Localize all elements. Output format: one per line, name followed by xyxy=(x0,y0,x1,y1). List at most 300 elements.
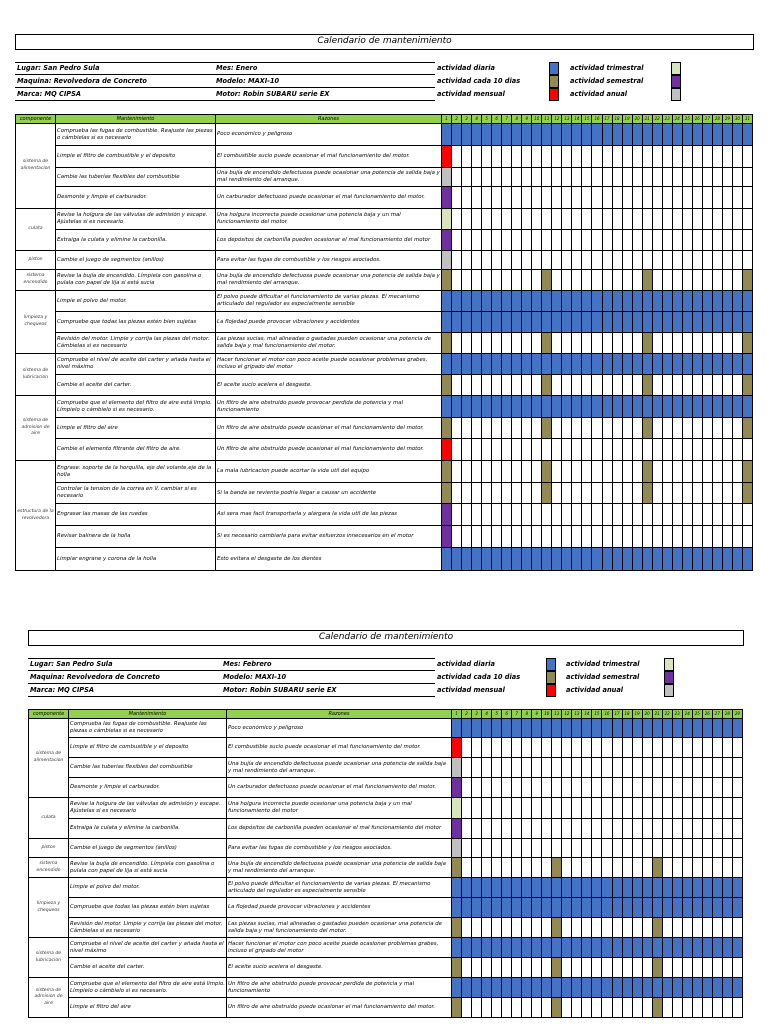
day-cell[interactable] xyxy=(462,548,472,571)
day-cell[interactable] xyxy=(452,798,462,819)
day-cell[interactable] xyxy=(622,504,632,526)
day-cell[interactable] xyxy=(632,354,642,375)
day-cell[interactable] xyxy=(652,778,662,798)
day-cell[interactable] xyxy=(592,978,602,998)
day-cell[interactable] xyxy=(582,839,592,858)
day-cell[interactable] xyxy=(602,270,612,291)
day-cell[interactable] xyxy=(542,375,552,396)
day-cell[interactable] xyxy=(592,548,602,571)
day-cell[interactable] xyxy=(742,312,752,333)
day-cell[interactable] xyxy=(462,998,472,1018)
day-cell[interactable] xyxy=(642,719,652,738)
day-cell[interactable] xyxy=(632,758,642,778)
day-cell[interactable] xyxy=(522,439,532,461)
day-cell[interactable] xyxy=(552,738,562,758)
day-cell[interactable] xyxy=(612,858,622,878)
day-cell[interactable] xyxy=(552,719,562,738)
day-cell[interactable] xyxy=(582,187,592,209)
day-cell[interactable] xyxy=(702,168,712,187)
day-cell[interactable] xyxy=(702,230,712,251)
day-cell[interactable] xyxy=(612,291,622,312)
day-cell[interactable] xyxy=(742,270,752,291)
day-cell[interactable] xyxy=(512,998,522,1018)
day-cell[interactable] xyxy=(712,858,722,878)
day-cell[interactable] xyxy=(682,938,692,958)
day-cell[interactable] xyxy=(702,396,712,418)
day-cell[interactable] xyxy=(562,526,572,548)
day-cell[interactable] xyxy=(662,938,672,958)
day-cell[interactable] xyxy=(742,548,752,571)
day-cell[interactable] xyxy=(522,168,532,187)
day-cell[interactable] xyxy=(652,209,662,230)
day-cell[interactable] xyxy=(532,396,542,418)
day-cell[interactable] xyxy=(452,938,462,958)
day-cell[interactable] xyxy=(462,168,472,187)
day-cell[interactable] xyxy=(732,146,742,168)
day-cell[interactable] xyxy=(582,504,592,526)
day-cell[interactable] xyxy=(602,526,612,548)
day-cell[interactable] xyxy=(602,819,612,839)
day-cell[interactable] xyxy=(692,146,702,168)
day-cell[interactable] xyxy=(642,798,652,819)
day-cell[interactable] xyxy=(692,124,702,146)
day-cell[interactable] xyxy=(662,209,672,230)
day-cell[interactable] xyxy=(542,209,552,230)
day-cell[interactable] xyxy=(492,461,502,483)
day-cell[interactable] xyxy=(622,938,632,958)
day-cell[interactable] xyxy=(572,187,582,209)
day-cell[interactable] xyxy=(472,738,482,758)
day-cell[interactable] xyxy=(742,396,752,418)
day-cell[interactable] xyxy=(532,548,542,571)
day-cell[interactable] xyxy=(462,209,472,230)
day-cell[interactable] xyxy=(442,526,452,548)
day-cell[interactable] xyxy=(522,526,532,548)
day-cell[interactable] xyxy=(692,526,702,548)
day-cell[interactable] xyxy=(472,858,482,878)
day-cell[interactable] xyxy=(632,819,642,839)
day-cell[interactable] xyxy=(592,483,602,504)
day-cell[interactable] xyxy=(622,798,632,819)
day-cell[interactable] xyxy=(472,396,482,418)
day-cell[interactable] xyxy=(442,548,452,571)
day-cell[interactable] xyxy=(542,270,552,291)
day-cell[interactable] xyxy=(592,918,602,938)
day-cell[interactable] xyxy=(492,187,502,209)
day-cell[interactable] xyxy=(542,878,552,898)
day-cell[interactable] xyxy=(542,504,552,526)
day-cell[interactable] xyxy=(512,230,522,251)
day-cell[interactable] xyxy=(642,270,652,291)
day-cell[interactable] xyxy=(692,230,702,251)
day-cell[interactable] xyxy=(692,839,702,858)
day-cell[interactable] xyxy=(732,938,742,958)
day-cell[interactable] xyxy=(692,270,702,291)
day-cell[interactable] xyxy=(592,938,602,958)
day-cell[interactable] xyxy=(492,758,502,778)
day-cell[interactable] xyxy=(732,839,742,858)
day-cell[interactable] xyxy=(682,187,692,209)
day-cell[interactable] xyxy=(742,291,752,312)
day-cell[interactable] xyxy=(542,798,552,819)
day-cell[interactable] xyxy=(562,396,572,418)
day-cell[interactable] xyxy=(582,439,592,461)
day-cell[interactable] xyxy=(532,291,542,312)
day-cell[interactable] xyxy=(542,461,552,483)
day-cell[interactable] xyxy=(612,958,622,978)
day-cell[interactable] xyxy=(492,270,502,291)
day-cell[interactable] xyxy=(542,998,552,1018)
day-cell[interactable] xyxy=(612,938,622,958)
day-cell[interactable] xyxy=(572,418,582,439)
day-cell[interactable] xyxy=(532,270,542,291)
day-cell[interactable] xyxy=(522,146,532,168)
day-cell[interactable] xyxy=(502,333,512,354)
day-cell[interactable] xyxy=(722,230,732,251)
day-cell[interactable] xyxy=(442,333,452,354)
day-cell[interactable] xyxy=(672,439,682,461)
day-cell[interactable] xyxy=(612,354,622,375)
day-cell[interactable] xyxy=(512,168,522,187)
day-cell[interactable] xyxy=(652,798,662,819)
day-cell[interactable] xyxy=(712,998,722,1018)
day-cell[interactable] xyxy=(572,719,582,738)
day-cell[interactable] xyxy=(722,418,732,439)
day-cell[interactable] xyxy=(492,354,502,375)
day-cell[interactable] xyxy=(622,168,632,187)
day-cell[interactable] xyxy=(682,230,692,251)
day-cell[interactable] xyxy=(652,839,662,858)
day-cell[interactable] xyxy=(712,738,722,758)
day-cell[interactable] xyxy=(462,758,472,778)
day-cell[interactable] xyxy=(462,312,472,333)
day-cell[interactable] xyxy=(652,958,662,978)
day-cell[interactable] xyxy=(592,124,602,146)
day-cell[interactable] xyxy=(562,719,572,738)
day-cell[interactable] xyxy=(562,978,572,998)
day-cell[interactable] xyxy=(572,958,582,978)
day-cell[interactable] xyxy=(462,270,472,291)
day-cell[interactable] xyxy=(512,375,522,396)
day-cell[interactable] xyxy=(602,918,612,938)
day-cell[interactable] xyxy=(582,738,592,758)
day-cell[interactable] xyxy=(652,291,662,312)
day-cell[interactable] xyxy=(662,758,672,778)
day-cell[interactable] xyxy=(602,978,612,998)
day-cell[interactable] xyxy=(502,270,512,291)
day-cell[interactable] xyxy=(742,168,752,187)
day-cell[interactable] xyxy=(452,898,462,918)
day-cell[interactable] xyxy=(682,898,692,918)
day-cell[interactable] xyxy=(622,187,632,209)
day-cell[interactable] xyxy=(642,396,652,418)
day-cell[interactable] xyxy=(612,798,622,819)
day-cell[interactable] xyxy=(592,778,602,798)
day-cell[interactable] xyxy=(682,396,692,418)
day-cell[interactable] xyxy=(572,504,582,526)
day-cell[interactable] xyxy=(592,878,602,898)
day-cell[interactable] xyxy=(722,375,732,396)
day-cell[interactable] xyxy=(642,187,652,209)
day-cell[interactable] xyxy=(732,124,742,146)
day-cell[interactable] xyxy=(522,548,532,571)
day-cell[interactable] xyxy=(622,375,632,396)
day-cell[interactable] xyxy=(572,375,582,396)
day-cell[interactable] xyxy=(742,209,752,230)
day-cell[interactable] xyxy=(542,719,552,738)
day-cell[interactable] xyxy=(692,998,702,1018)
day-cell[interactable] xyxy=(642,146,652,168)
day-cell[interactable] xyxy=(462,738,472,758)
day-cell[interactable] xyxy=(612,187,622,209)
day-cell[interactable] xyxy=(602,124,612,146)
day-cell[interactable] xyxy=(612,251,622,270)
day-cell[interactable] xyxy=(452,375,462,396)
day-cell[interactable] xyxy=(682,209,692,230)
day-cell[interactable] xyxy=(452,978,462,998)
day-cell[interactable] xyxy=(462,778,472,798)
day-cell[interactable] xyxy=(552,270,562,291)
day-cell[interactable] xyxy=(612,778,622,798)
day-cell[interactable] xyxy=(552,251,562,270)
day-cell[interactable] xyxy=(682,548,692,571)
day-cell[interactable] xyxy=(632,168,642,187)
day-cell[interactable] xyxy=(542,938,552,958)
day-cell[interactable] xyxy=(532,938,542,958)
day-cell[interactable] xyxy=(582,354,592,375)
day-cell[interactable] xyxy=(612,209,622,230)
day-cell[interactable] xyxy=(622,312,632,333)
day-cell[interactable] xyxy=(602,719,612,738)
day-cell[interactable] xyxy=(462,396,472,418)
day-cell[interactable] xyxy=(562,461,572,483)
day-cell[interactable] xyxy=(582,958,592,978)
day-cell[interactable] xyxy=(482,839,492,858)
day-cell[interactable] xyxy=(642,251,652,270)
day-cell[interactable] xyxy=(452,333,462,354)
day-cell[interactable] xyxy=(512,396,522,418)
day-cell[interactable] xyxy=(732,187,742,209)
day-cell[interactable] xyxy=(582,270,592,291)
day-cell[interactable] xyxy=(522,858,532,878)
day-cell[interactable] xyxy=(512,146,522,168)
day-cell[interactable] xyxy=(472,778,482,798)
day-cell[interactable] xyxy=(692,168,702,187)
day-cell[interactable] xyxy=(572,738,582,758)
day-cell[interactable] xyxy=(742,354,752,375)
day-cell[interactable] xyxy=(502,291,512,312)
day-cell[interactable] xyxy=(502,758,512,778)
day-cell[interactable] xyxy=(622,483,632,504)
day-cell[interactable] xyxy=(512,898,522,918)
day-cell[interactable] xyxy=(582,483,592,504)
day-cell[interactable] xyxy=(602,312,612,333)
day-cell[interactable] xyxy=(712,209,722,230)
day-cell[interactable] xyxy=(482,778,492,798)
day-cell[interactable] xyxy=(652,526,662,548)
day-cell[interactable] xyxy=(722,396,732,418)
day-cell[interactable] xyxy=(572,270,582,291)
day-cell[interactable] xyxy=(582,778,592,798)
day-cell[interactable] xyxy=(632,461,642,483)
day-cell[interactable] xyxy=(572,483,582,504)
day-cell[interactable] xyxy=(672,461,682,483)
day-cell[interactable] xyxy=(672,878,682,898)
day-cell[interactable] xyxy=(492,439,502,461)
day-cell[interactable] xyxy=(632,270,642,291)
day-cell[interactable] xyxy=(582,333,592,354)
day-cell[interactable] xyxy=(452,291,462,312)
day-cell[interactable] xyxy=(662,333,672,354)
day-cell[interactable] xyxy=(552,146,562,168)
day-cell[interactable] xyxy=(482,187,492,209)
day-cell[interactable] xyxy=(672,124,682,146)
day-cell[interactable] xyxy=(682,819,692,839)
day-cell[interactable] xyxy=(572,124,582,146)
day-cell[interactable] xyxy=(482,978,492,998)
day-cell[interactable] xyxy=(622,439,632,461)
day-cell[interactable] xyxy=(482,958,492,978)
day-cell[interactable] xyxy=(652,375,662,396)
day-cell[interactable] xyxy=(492,898,502,918)
day-cell[interactable] xyxy=(552,918,562,938)
day-cell[interactable] xyxy=(562,839,572,858)
day-cell[interactable] xyxy=(632,483,642,504)
day-cell[interactable] xyxy=(502,312,512,333)
day-cell[interactable] xyxy=(592,146,602,168)
day-cell[interactable] xyxy=(442,483,452,504)
day-cell[interactable] xyxy=(692,738,702,758)
day-cell[interactable] xyxy=(682,418,692,439)
day-cell[interactable] xyxy=(502,798,512,819)
day-cell[interactable] xyxy=(742,333,752,354)
day-cell[interactable] xyxy=(712,819,722,839)
day-cell[interactable] xyxy=(592,418,602,439)
day-cell[interactable] xyxy=(632,998,642,1018)
day-cell[interactable] xyxy=(592,504,602,526)
day-cell[interactable] xyxy=(532,978,542,998)
day-cell[interactable] xyxy=(662,251,672,270)
day-cell[interactable] xyxy=(532,251,542,270)
day-cell[interactable] xyxy=(702,375,712,396)
day-cell[interactable] xyxy=(532,758,542,778)
day-cell[interactable] xyxy=(572,839,582,858)
day-cell[interactable] xyxy=(522,758,532,778)
day-cell[interactable] xyxy=(502,375,512,396)
day-cell[interactable] xyxy=(672,168,682,187)
day-cell[interactable] xyxy=(592,209,602,230)
day-cell[interactable] xyxy=(542,548,552,571)
day-cell[interactable] xyxy=(482,354,492,375)
day-cell[interactable] xyxy=(642,209,652,230)
day-cell[interactable] xyxy=(702,548,712,571)
day-cell[interactable] xyxy=(602,483,612,504)
day-cell[interactable] xyxy=(652,333,662,354)
day-cell[interactable] xyxy=(452,354,462,375)
day-cell[interactable] xyxy=(722,918,732,938)
day-cell[interactable] xyxy=(682,858,692,878)
day-cell[interactable] xyxy=(642,548,652,571)
day-cell[interactable] xyxy=(672,418,682,439)
day-cell[interactable] xyxy=(452,526,462,548)
day-cell[interactable] xyxy=(612,526,622,548)
day-cell[interactable] xyxy=(542,418,552,439)
day-cell[interactable] xyxy=(702,918,712,938)
day-cell[interactable] xyxy=(692,251,702,270)
day-cell[interactable] xyxy=(732,504,742,526)
day-cell[interactable] xyxy=(482,738,492,758)
day-cell[interactable] xyxy=(692,396,702,418)
day-cell[interactable] xyxy=(692,958,702,978)
day-cell[interactable] xyxy=(542,251,552,270)
day-cell[interactable] xyxy=(482,719,492,738)
day-cell[interactable] xyxy=(582,124,592,146)
day-cell[interactable] xyxy=(552,209,562,230)
day-cell[interactable] xyxy=(712,548,722,571)
day-cell[interactable] xyxy=(642,333,652,354)
day-cell[interactable] xyxy=(622,396,632,418)
day-cell[interactable] xyxy=(642,839,652,858)
day-cell[interactable] xyxy=(732,375,742,396)
day-cell[interactable] xyxy=(632,878,642,898)
day-cell[interactable] xyxy=(552,418,562,439)
day-cell[interactable] xyxy=(482,461,492,483)
day-cell[interactable] xyxy=(632,548,642,571)
day-cell[interactable] xyxy=(532,998,542,1018)
day-cell[interactable] xyxy=(562,504,572,526)
day-cell[interactable] xyxy=(532,187,542,209)
day-cell[interactable] xyxy=(682,526,692,548)
day-cell[interactable] xyxy=(702,439,712,461)
day-cell[interactable] xyxy=(582,418,592,439)
day-cell[interactable] xyxy=(592,230,602,251)
day-cell[interactable] xyxy=(542,918,552,938)
day-cell[interactable] xyxy=(442,187,452,209)
day-cell[interactable] xyxy=(712,146,722,168)
day-cell[interactable] xyxy=(682,251,692,270)
day-cell[interactable] xyxy=(442,312,452,333)
day-cell[interactable] xyxy=(722,798,732,819)
day-cell[interactable] xyxy=(692,858,702,878)
day-cell[interactable] xyxy=(582,918,592,938)
day-cell[interactable] xyxy=(642,938,652,958)
day-cell[interactable] xyxy=(722,548,732,571)
day-cell[interactable] xyxy=(532,209,542,230)
day-cell[interactable] xyxy=(562,998,572,1018)
day-cell[interactable] xyxy=(612,375,622,396)
day-cell[interactable] xyxy=(692,187,702,209)
day-cell[interactable] xyxy=(692,439,702,461)
day-cell[interactable] xyxy=(602,778,612,798)
day-cell[interactable] xyxy=(522,938,532,958)
day-cell[interactable] xyxy=(732,526,742,548)
day-cell[interactable] xyxy=(502,819,512,839)
day-cell[interactable] xyxy=(502,168,512,187)
day-cell[interactable] xyxy=(482,251,492,270)
day-cell[interactable] xyxy=(672,483,682,504)
day-cell[interactable] xyxy=(742,461,752,483)
day-cell[interactable] xyxy=(692,548,702,571)
day-cell[interactable] xyxy=(452,778,462,798)
day-cell[interactable] xyxy=(712,719,722,738)
day-cell[interactable] xyxy=(652,461,662,483)
day-cell[interactable] xyxy=(452,504,462,526)
day-cell[interactable] xyxy=(502,858,512,878)
day-cell[interactable] xyxy=(712,270,722,291)
day-cell[interactable] xyxy=(562,124,572,146)
day-cell[interactable] xyxy=(482,396,492,418)
day-cell[interactable] xyxy=(592,719,602,738)
